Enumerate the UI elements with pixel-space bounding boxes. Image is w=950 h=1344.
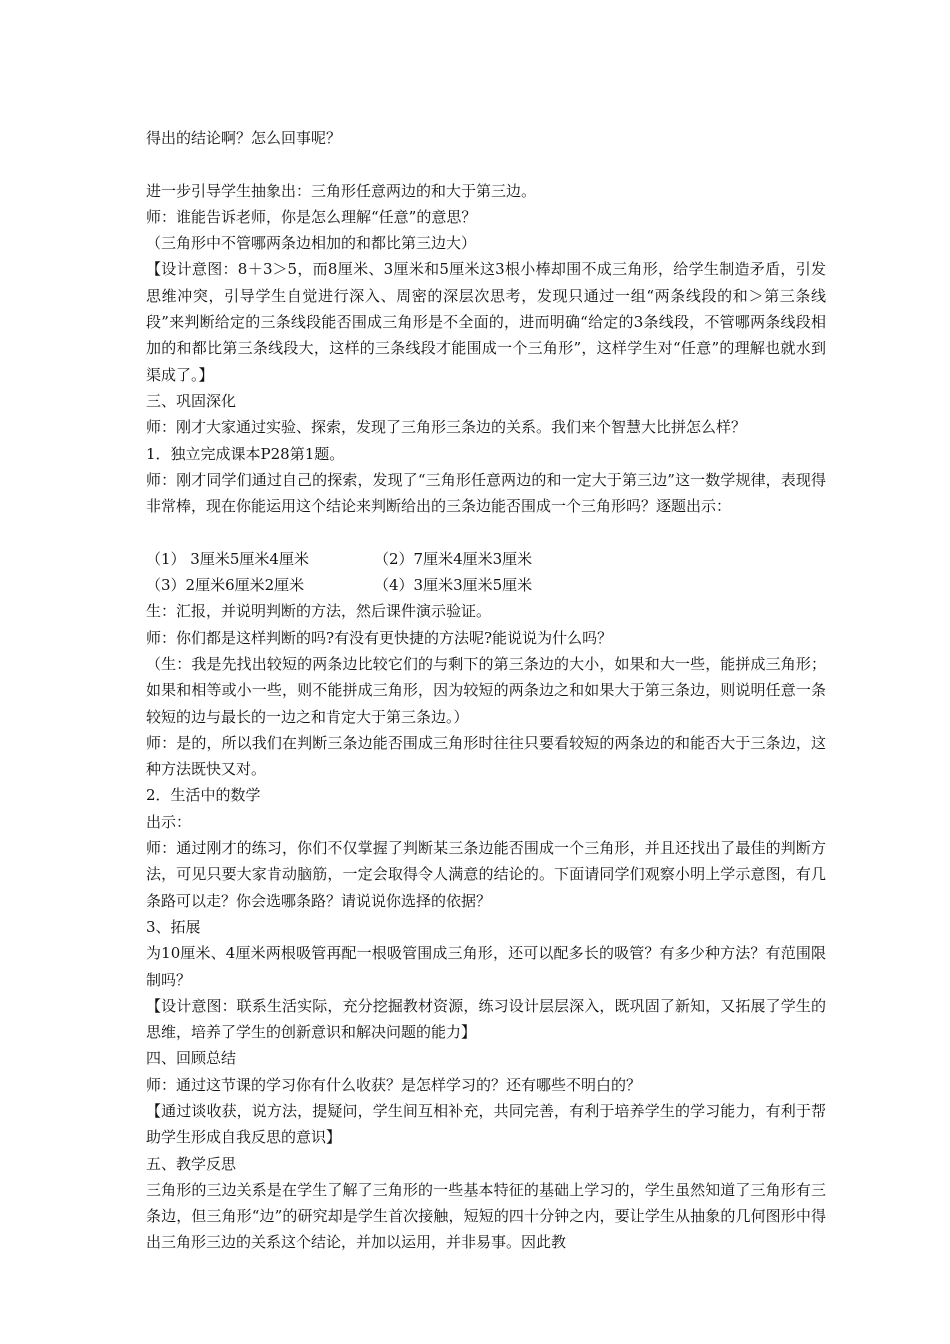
paragraph-teacher-review: 师：通过这节课的学习你有什么收获？是怎样学习的？还有哪些不明白的？ [146,1075,642,1094]
paragraph-exercise-1: 1．独立完成课本P28第1题。 [146,444,345,463]
paragraph-review-intent: 【通过谈收获，说方法，提疑问，学生间互相补充，共同完善，有利于培养学生的学习能力，有利于帮助学生形成自我反思的意识】 [146,1101,826,1147]
paragraph-teacher-faster-method: 师：你们都是这样判断的吗?有没有更快捷的方法呢?能说说为什么吗？ [146,628,613,647]
paragraph-teacher-route: 师：通过刚才的练习，你们不仅掌握了判断某三条边能否围成一个三角形，并且还找出了最佳的判断方法，可见只要大家肯动脑筋，一定会取得令人满意的结论的。下面请同学们观察小明上学示意图，有几条路可以走？你会选哪条路？请说说你选择的依据？ [146,839,826,910]
blank-line [146,519,826,545]
options-row-1 [146,546,826,572]
option-1: （1） 3厘米5厘米4厘米 [146,549,309,568]
options-row-2 [146,572,826,598]
paragraph-abstract-rule: 进一步引导学生抽象出：三角形任意两边的和大于第三边。 [146,181,537,200]
paragraph-conclusion-question: 得出的结论啊？怎么回事呢？ [146,129,342,147]
paragraph-design-intent-2: 【设计意图：联系生活实际，充分挖掘教材资源，练习设计层层深入，既巩固了新知，又拓展了学生的思维，培养了学生的创新意识和解决问题的能力】 [146,996,826,1042]
paragraph-student-report: 生：汇报，并说明判断的方法，然后课件演示验证。 [146,602,492,621]
paragraph-reflection: 三角形的三边关系是在学生了解了三角形的一些基本特征的基础上学习的，学生虽然知道了三角形有三条边，但三角形“边”的研究却是学生首次接触，短短的四十分钟之内，要让学生从抽象的几何图形中得出三角形三边的关系这个结论，并加以运用，并非易事。因此教 [146,1180,826,1252]
paragraph-design-intent-1: 【设计意图：8＋3＞5，而8厘米、3厘米和5厘米这3根小棒却围不成三角形，给学生制造矛盾，引发思维冲突，引导学生自觉进行深入、周密的深层次思考，发现只通过一组“两条线段的和＞第三条线段”来判断给定的三条线段能否围成三角形是不全面的，进而明确“给定的3条线段，不管哪两条线段相加的和都比第三条线段大，这样的三条线段才能围成一个三角形”，这样学生对“任意”的理解也就水到渠成了。】 [146,260,826,384]
paragraph-straw-question: 为10厘米、4厘米两根吸管再配一根吸管围成三角形，还可以配多长的吸管？有多少种方法？有范围限制吗？ [146,944,826,989]
paragraph-show: 出示： [146,812,192,831]
option-4: （4）3厘米3厘米5厘米 [374,576,533,595]
paragraph-student-answer-any: （三角形中不管哪两条边相加的和都比第三边大） [146,234,477,253]
section-heading-review: 四、回顾总结 [146,1049,237,1068]
option-3: （3）2厘米6厘米2厘米 [146,576,305,595]
paragraph-teacher-exercise-intro: 师：刚才同学们通过自己的探索，发现了“三角形任意两边的和一定大于第三边”这一数学规律，表现得非常棒，现在你能运用这个结论来判断给出的三条边能否围成一个三角形吗？逐题出示： [146,470,826,516]
blank-line [146,151,826,177]
paragraph-teacher-challenge: 师：刚才大家通过实验、探索，发现了三角形三条边的关系。我们来个智慧大比拼怎么样？ [146,418,747,437]
heading-extension: 3、拓展 [146,917,201,936]
document-body [146,125,826,1256]
section-heading-reflection: 五、教学反思 [146,1154,237,1173]
heading-life-math: 2．生活中的数学 [146,786,261,805]
section-heading-consolidate: 三、巩固深化 [146,391,237,410]
paragraph-teacher-question-any: 师：谁能告诉老师，你是怎么理解“任意”的意思？ [146,207,477,226]
paragraph-student-explanation: （生：我是先找出较短的两条边比较它们的与剩下的第三条边的大小，如果和大一些，能拼成三角形；如果和相等或小一些，则不能拼成三角形，因为较短的两条边之和如果大于第三条边，则说明任意一条较短的边与最长的一边之和肯定大于第三条边。） [146,654,826,726]
option-2: （2）7厘米4厘米3厘米 [374,549,533,568]
paragraph-teacher-confirm: 师：是的，所以我们在判断三条边能否围成三角形时往往只要看较短的两条边的和能否大于三条边，这种方法既快又对。 [146,733,826,779]
